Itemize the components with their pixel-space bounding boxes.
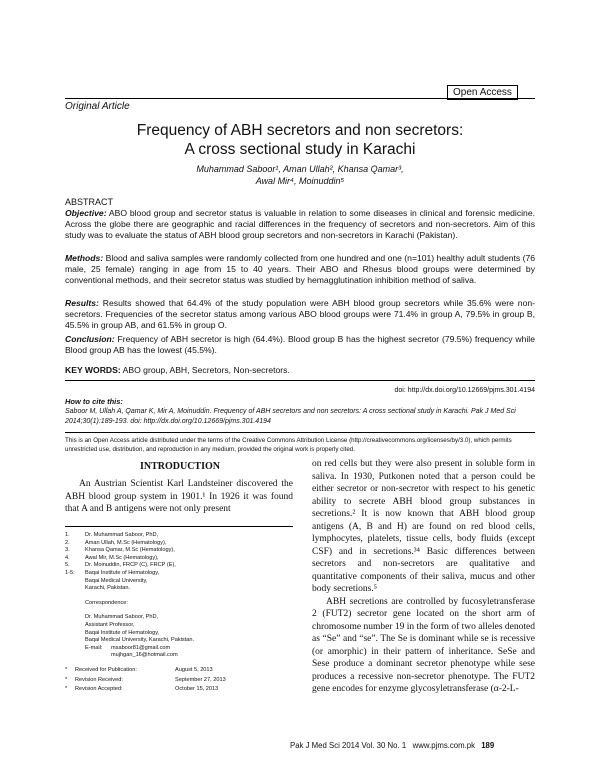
correspondence-line: Assistant Professor, <box>85 621 135 628</box>
abstract-rule <box>65 380 535 381</box>
top-rule <box>65 98 535 99</box>
footer-page-number: 189 <box>481 741 495 750</box>
affil-item: Dr. Moinuddin, FRCP (C), FRCP (E), <box>85 562 176 569</box>
abstract-objective <box>65 208 535 241</box>
keywords <box>65 365 290 375</box>
affil-num: 4. <box>65 554 70 561</box>
intro-right-paragraph-2: ABH secretions are controlled by fucosyletransferase 2 (FUT2) secretor gene located on the short arm of chromosome number 19 in the form of two alleles denoted as “Se” and “se”. The Se is dominant while se is recessive (or amorphic) in their pattern of inheritance. SeSe and Sese produce a dominant secretor phenotype while sese produces a recessive non-secretor phenotype. The FUT2 gene encodes for enzyme glycosyletransferase (α-2-L- <box>312 596 535 694</box>
doi-link[interactable]: doi: http://dx.doi.org/10.12669/pjms.301.4194 <box>394 387 535 394</box>
keywords-text: ABO group, ABH, Secretors, Non-secretors. <box>122 365 290 375</box>
received-date: August 5, 2013 <box>175 666 213 673</box>
correspondence-label: Correspondence: <box>85 599 128 606</box>
email-label: E-mail: <box>85 644 103 651</box>
abstract-results <box>65 298 535 331</box>
methods-label: Methods: <box>65 253 104 263</box>
methods-text: Blood and saliva samples were randomly collected from one hundred and one (n=101) healthy adult students (76 male, 25 female) ranging in age from 15 to 40 years. Their ABO and Rhesus blood groups were determined by conventional methods, and their secretor status was studied by hemagglutination inhibition method of saliva. <box>65 253 536 285</box>
affil-item: Dr. Muhammad Saboor, PhD, <box>85 532 159 538</box>
bullet: * <box>65 686 68 693</box>
accepted-date: October 15, 2013 <box>175 686 219 693</box>
conclusion-label: Conclusion: <box>65 334 115 344</box>
bullet: * <box>65 676 68 683</box>
author-list <box>90 163 510 187</box>
authors-line-2: Awal Mir⁴, Moinuddin⁵ <box>255 176 345 186</box>
license-rule <box>65 432 535 433</box>
intro-right-column <box>312 458 535 696</box>
affil-num: 2. <box>65 539 70 546</box>
received-label: Received for Publication: <box>75 666 137 673</box>
dates-block <box>65 667 293 694</box>
abstract-conclusion <box>65 334 535 356</box>
intro-right-paragraph-1: on red cells but they were also present in soluble form in saliva. In 1930, Putkonen noted that a person could be either secretor or non-secretor with respect to his genetic ability to secrete ABH blood group substances in secretions.² It is now known that ABH blood group antigens (A, B and H) are found on red blood cells, lymphocytes, platelets, tissue cells, body fluids (except CSF) and in secretions.³⁴ Basic differences between secretors and non-secretors are qualitative and quantitative components of their saliva, mucus and other body secretions.⁵ <box>312 459 535 594</box>
bullet: * <box>65 666 68 673</box>
intro-left-column <box>65 478 293 516</box>
footer-site[interactable]: www.pjms.com.pk <box>412 741 476 750</box>
introduction-heading: INTRODUCTION <box>139 461 220 472</box>
affil-institute: Karachi, Pakistan. <box>85 585 131 592</box>
results-text: Results showed that 64.4% of the study population were ABH blood group secretors while 35.6% were non-secretors. Frequencies of the secretor status among various ABO blood groups were 71.4% in group A, 79.5% in group B, 45.5% in group AB, and 61.5% in group O. <box>65 298 535 330</box>
citation-text: Saboor M, Ullah A, Qamar K, Mir A, Moinuddin. Frequency of ABH secretors and non secretors: A cross sectional study in Karachi. Pak J Med Sci 2014;30(1):189-193. doi: http://dx.doi.org/10.12669/pjms.301.4194 <box>65 408 516 425</box>
objective-label: Objective: <box>65 208 107 218</box>
affil-item: Khansa Qamar, M.Sc (Hematology), <box>85 547 175 554</box>
intro-left-paragraph: An Austrian Scientist Karl Landsteiner discovered the ABH blood group system in 1901.¹ In 1926 it was found that A and B antigens were not only present <box>65 479 293 514</box>
email-1[interactable]: msaboor81@gmail.com <box>111 644 171 651</box>
conclusion-text: Frequency of ABH secretor is high (64.4%). Blood group B has the highest secretor (79.5%) frequency while Blood group AB has the lowest (45.5%). <box>65 334 535 355</box>
objective-text: ABO blood group and secretor status is valuable in relation to some diseases in clinical and forensic medicine. Across the globe there are geographic and racial differences in the frequency of secretors and non-secretors. Aim of this study was to evaluate the status of ABH blood group secretors and non-secretors in Karachi (Pakistan). <box>65 208 535 240</box>
license-text: This is an Open Access article distributed under the terms of the Creative Commons Attribution License (http://creativecommons.org/licenses/by/3.0), which permits unrestricted use, distribution, and reproduction in any medium, provided the original work is properly cited. <box>65 437 512 453</box>
footer-journal: Pak J Med Sci 2014 Vol. 30 No. 1 <box>290 741 407 750</box>
cite-heading: How to cite this: <box>65 397 123 406</box>
authors-line-1: Muhammad Saboor¹, Aman Ullah², Khansa Qamar³, <box>196 164 404 174</box>
affil-num: 1. <box>65 532 70 538</box>
affil-institute: Baqai Institute of Hematology, <box>85 569 160 576</box>
abstract-heading: ABSTRACT <box>65 197 114 207</box>
title-line-2: A cross sectional study in Karachi <box>184 141 416 158</box>
correspondence-line: Dr. Muhammad Saboor, PhD, <box>85 614 159 621</box>
email-2[interactable]: mujhgan_16@hotmail.com <box>111 652 178 659</box>
revision-label: Revision Received: <box>75 676 123 683</box>
correspondence-line: Baqai Institute of Hematology, <box>85 629 160 636</box>
affiliation-rule <box>65 526 293 527</box>
keywords-label: KEY WORDS: <box>65 365 121 375</box>
affiliations-block <box>65 532 293 694</box>
affil-item: Awal Mir, M.Sc (Hematology), <box>85 554 159 561</box>
title-line-1: Frequency of ABH secretors and non secretors: <box>136 122 464 139</box>
article-title <box>65 121 535 159</box>
revision-date: September 27, 2013 <box>175 676 226 683</box>
results-label: Results: <box>65 298 99 308</box>
affil-item: Aman Ullah, M.Sc (Hematology), <box>85 539 167 546</box>
abstract-methods <box>65 253 535 286</box>
affil-num: 1-5: <box>65 569 75 576</box>
affil-institute: Baqai Medical University, <box>85 577 148 584</box>
page-footer <box>290 741 494 750</box>
affil-num: 5. <box>65 562 70 569</box>
correspondence-line: Baqai Medical University, Karachi, Pakistan. <box>85 637 195 644</box>
accepted-label: Revision Accepted: <box>75 686 123 693</box>
affil-num: 3. <box>65 547 70 554</box>
open-access-badge: Open Access <box>447 85 518 100</box>
article-type: Original Article <box>65 101 130 112</box>
